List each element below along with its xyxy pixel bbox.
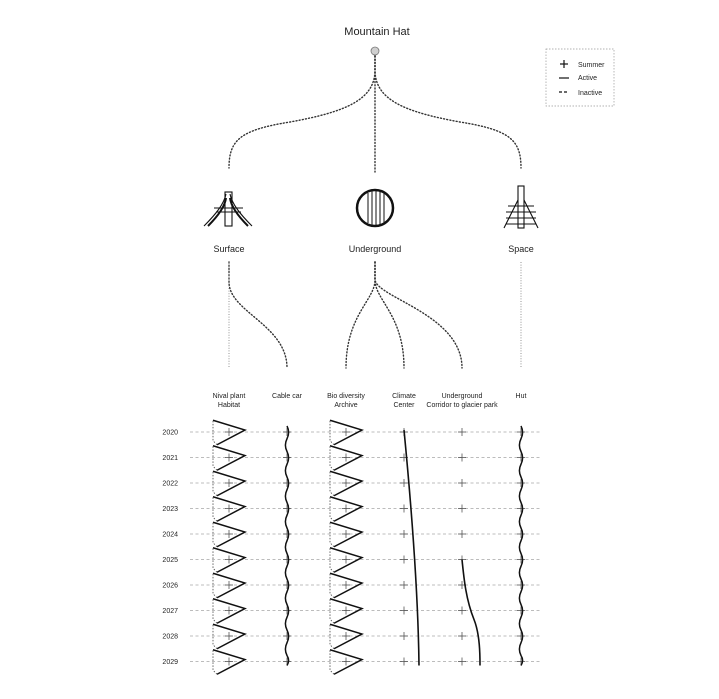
legend — [546, 49, 614, 106]
summer-mark — [517, 581, 525, 589]
root-node — [371, 47, 379, 55]
summer-mark — [225, 505, 233, 513]
inactive-segment — [213, 522, 217, 547]
inactive-segment — [330, 446, 334, 471]
program-label-underground-corridor-to-glacier-park: Underground — [441, 393, 483, 400]
summer-mark — [400, 479, 408, 487]
inactive-segment — [330, 573, 334, 598]
inactive-segment — [330, 522, 334, 547]
climate-center-pattern — [404, 430, 419, 666]
tunnel-portal-icon — [357, 190, 393, 226]
summer-mark — [283, 607, 291, 615]
summer-mark — [517, 479, 525, 487]
inactive-segment — [213, 471, 217, 496]
summer-mark — [283, 428, 291, 436]
summer-mark — [342, 607, 350, 615]
summer-mark — [400, 658, 408, 666]
year-label-2024: 2024 — [162, 531, 178, 539]
cable-tower-icon — [204, 192, 252, 226]
inactive-segment — [330, 650, 334, 675]
summer-mark — [225, 479, 233, 487]
summer-mark — [517, 428, 525, 436]
summer-mark — [517, 556, 525, 564]
program-label-bio-diversity-archive: Bio diversity — [327, 393, 365, 400]
program-label-climate-center: Climate — [392, 393, 416, 400]
inactive-segment — [330, 471, 334, 496]
inactive-segment — [213, 599, 217, 624]
inactive-segment — [213, 446, 217, 471]
summer-mark — [283, 581, 291, 589]
legend-inactive-label: Inactive — [578, 90, 603, 97]
summer-legend-icon — [560, 60, 568, 68]
summer-mark — [342, 581, 350, 589]
connector-bio-diversity — [346, 262, 375, 368]
summer-mark — [458, 428, 466, 436]
category-label-space: Space — [508, 244, 534, 254]
summer-mark — [225, 428, 233, 436]
summer-mark — [400, 607, 408, 615]
summer-mark — [400, 505, 408, 513]
summer-mark — [225, 581, 233, 589]
connector-cable-car — [229, 262, 287, 368]
summer-mark — [225, 658, 233, 666]
year-label-2020: 2020 — [162, 429, 178, 437]
summer-mark — [283, 505, 291, 513]
diagram-title: Mountain Hat — [344, 26, 410, 38]
summer-mark — [342, 658, 350, 666]
program-connectors — [229, 262, 462, 368]
inactive-segment — [213, 420, 217, 445]
summer-mark — [400, 632, 408, 640]
summer-mark — [458, 454, 466, 462]
summer-mark — [225, 556, 233, 564]
summer-mark — [458, 607, 466, 615]
legend-active-label: Active — [578, 75, 598, 82]
root-connectors — [229, 56, 521, 172]
inactive-segment — [213, 573, 217, 598]
summer-mark — [517, 454, 525, 462]
summer-mark — [283, 556, 291, 564]
summer-mark — [342, 632, 350, 640]
summer-mark — [517, 530, 525, 538]
inactive-segment — [330, 497, 334, 522]
hut-pattern — [519, 426, 522, 666]
summer-mark — [517, 505, 525, 513]
summer-mark — [283, 454, 291, 462]
program-label-hut: Hut — [515, 393, 527, 400]
inactive-segment — [213, 497, 217, 522]
inactive-segment — [330, 624, 334, 649]
year-label-2023: 2023 — [162, 506, 178, 513]
program-label-bio-diversity-archive: Archive — [334, 402, 358, 409]
year-label-2026: 2026 — [162, 582, 178, 590]
summer-mark — [342, 556, 350, 564]
summer-mark — [458, 632, 466, 640]
summer-mark — [342, 428, 350, 436]
summer-mark — [342, 479, 350, 487]
summer-mark — [225, 632, 233, 640]
inactive-segment — [213, 650, 217, 675]
summer-mark — [458, 479, 466, 487]
summer-mark — [225, 607, 233, 615]
summer-mark — [458, 505, 466, 513]
summer-mark — [283, 530, 291, 538]
program-label-climate-center: Center — [393, 402, 415, 409]
year-label-2027: 2027 — [162, 608, 178, 615]
year-label-2022: 2022 — [162, 480, 178, 488]
summer-mark — [342, 530, 350, 538]
category-label-underground: Underground — [348, 244, 402, 254]
ladder-tower-icon — [504, 186, 538, 228]
summer-mark — [225, 530, 233, 538]
inactive-segment — [213, 624, 217, 649]
summer-mark — [400, 556, 408, 564]
program-label-cable-car: Cable car — [272, 393, 302, 400]
connector-climate-center — [375, 262, 404, 368]
connector-space — [375, 56, 521, 168]
summer-mark — [458, 530, 466, 538]
year-label-2029: 2029 — [162, 659, 178, 666]
category-label-surface: Surface — [213, 244, 245, 254]
summer-mark — [283, 632, 291, 640]
inactive-segment — [330, 548, 334, 573]
legend-summer-label: Summer — [578, 62, 605, 69]
summer-mark — [400, 581, 408, 589]
inactive-segment — [330, 599, 334, 624]
summer-mark — [283, 479, 291, 487]
summer-mark — [342, 505, 350, 513]
cable-car-pattern — [285, 426, 288, 666]
summer-mark — [400, 530, 408, 538]
connector-surface — [229, 56, 375, 168]
summer-mark — [517, 632, 525, 640]
program-label-underground-corridor-to-glacier-park: Corridor to glacier park — [426, 402, 498, 409]
year-label-2028: 2028 — [162, 633, 178, 641]
summer-mark — [458, 658, 466, 666]
summer-mark — [342, 454, 350, 462]
connector-underground-corridor — [375, 262, 462, 368]
program-label-nival-plant-habitat: Habitat — [217, 402, 241, 409]
program-label-nival-plant-habitat: Nival plant — [212, 393, 246, 400]
year-label-2025: 2025 — [162, 557, 178, 564]
year-label-2021: 2021 — [162, 455, 178, 462]
summer-mark — [225, 454, 233, 462]
underground-corridor-pattern — [462, 560, 480, 666]
summer-mark — [517, 607, 525, 615]
inactive-segment — [213, 548, 217, 573]
inactive-segment — [330, 420, 334, 445]
